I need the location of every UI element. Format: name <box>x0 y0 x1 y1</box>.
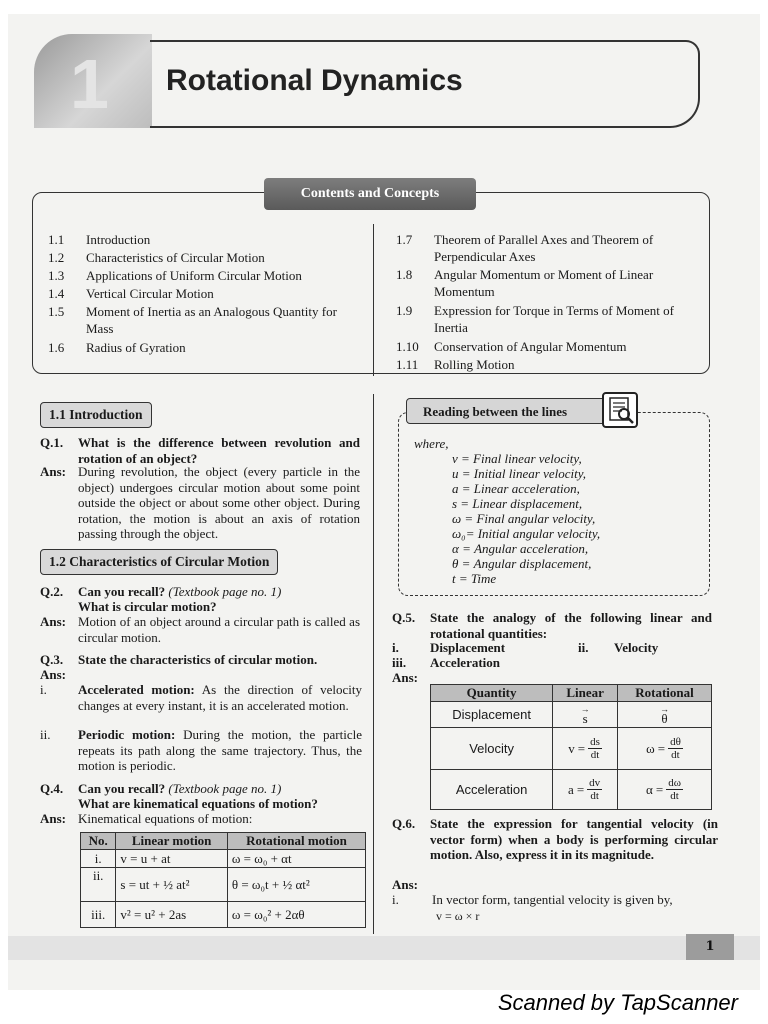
q1-question: What is the difference between revolution and rotation of an object? <box>78 435 360 466</box>
table-cell: → s <box>553 702 618 728</box>
chapter-title: Rotational Dynamics <box>166 64 463 97</box>
analogy-table <box>430 684 712 810</box>
q6-label: Q.6. <box>392 816 416 831</box>
contents-item: 1.6 Radius of Gyration <box>48 340 186 355</box>
table-header: Rotational motion <box>227 833 365 850</box>
contents-item: 1.4 Vertical Circular Motion <box>48 286 214 301</box>
contents-item: 1.1 Introduction <box>48 232 151 247</box>
footer-band <box>8 936 760 960</box>
contents-item: 1.8 Angular Momentum or Moment of Linear Momentum <box>396 267 654 299</box>
table-cell: iii. <box>81 902 116 928</box>
reading-line: θ = Angular displacement, <box>452 556 592 571</box>
kinematics-table <box>80 832 366 928</box>
q5-item-num: i. <box>392 640 399 655</box>
table-cell: v = ds dt <box>553 728 618 770</box>
chapter-number: 1 <box>70 45 109 123</box>
column-divider <box>373 394 374 934</box>
table-header: Quantity <box>431 685 553 702</box>
table-row <box>81 850 366 868</box>
q3-label: Q.3. <box>40 652 64 667</box>
table-cell: θ = ω₀t + ½ αt² <box>227 868 365 902</box>
q5-item: Displacement <box>430 640 506 655</box>
contents-item: 1.7 Theorem of Parallel Axes and Theorem of Perpendicular Axes <box>396 232 654 264</box>
table-cell: → θ <box>618 702 712 728</box>
contents-item: 1.9 Expression for Torque in Terms of Moment of Inertia <box>396 303 674 335</box>
reading-where: where, <box>414 436 449 451</box>
q2-label: Q.2. <box>40 584 64 599</box>
q3-point-num: i. <box>40 682 47 697</box>
table-header: Linear motion <box>116 833 227 850</box>
contents-item: 1.3 Applications of Uniform Circular Motion <box>48 268 302 283</box>
q2-answer: Motion of an object around a circular path is called as circular motion. <box>78 614 360 645</box>
q5-question: State the analogy of the following linear and rotational quantities: <box>430 610 712 641</box>
q4-ans-label: Ans: <box>40 811 67 826</box>
q6-formula: v = ω × r <box>436 909 480 923</box>
magnifier-document-icon <box>600 390 640 430</box>
table-header: Linear <box>553 685 618 702</box>
q1-ans-label: Ans: <box>40 464 67 479</box>
q2-question: What is circular motion? <box>78 599 217 614</box>
q4-label: Q.4. <box>40 781 64 796</box>
table-row <box>81 902 366 928</box>
q6-point-num: i. <box>392 892 399 907</box>
q5-ans-label: Ans: <box>392 670 419 685</box>
q5-item-num: ii. <box>578 640 589 655</box>
reading-between-lines-heading: Reading between the lines <box>406 398 628 424</box>
q2-ans-label: Ans: <box>40 614 67 629</box>
table-header: No. <box>81 833 116 850</box>
q1-answer: During revolution, the object (every particle in the object) undergoes circular motion about some point outside the object or about some other object. During rotation, the motion is about an axis of rotation passing through the object. <box>78 464 360 541</box>
q6-ans-label: Ans: <box>392 877 419 892</box>
table-cell: v² = u² + 2as <box>116 902 227 928</box>
contents-divider <box>373 224 374 376</box>
reading-line: t = Time <box>452 571 497 586</box>
table-cell: Velocity <box>431 728 553 770</box>
table-cell: Displacement <box>431 702 553 728</box>
reading-line: s = Linear displacement, <box>452 496 583 511</box>
q6-question: State the expression for tangential velocity (in vector form) when a body is performing circular motion. Also, express it in its magnitude. <box>430 816 718 862</box>
reading-line: α = Angular acceleration, <box>452 541 589 556</box>
table-cell: ω = ω₀² + 2αθ <box>227 902 365 928</box>
table-cell: i. <box>81 850 116 868</box>
q3-point: Periodic motion: During the motion, the particle repeats its path along the same trajectory. Thus, the motion is periodic. <box>78 727 363 773</box>
reading-line: ω₀= Initial angular velocity, <box>452 526 601 541</box>
table-row <box>81 868 366 902</box>
q6-point-text: In vector form, tangential velocity is given by, <box>432 892 673 907</box>
table-cell: s = ut + ½ at² <box>116 868 227 902</box>
reading-line: a = Linear acceleration, <box>452 481 580 496</box>
q5-item: Velocity <box>614 640 659 655</box>
contents-item: 1.2 Characteristics of Circular Motion <box>48 250 265 265</box>
contents-item: 1.10 Conservation of Angular Momentum <box>396 339 627 354</box>
q1-label: Q.1. <box>40 435 64 450</box>
q3-point: Accelerated motion: As the direction of velocity changes at every instant, it is an accelerated motion. <box>78 682 362 713</box>
table-cell: v = u + at <box>116 850 227 868</box>
q3-question: State the characteristics of circular motion. <box>78 652 318 667</box>
q5-label: Q.5. <box>392 610 416 625</box>
q5-item: Acceleration <box>430 655 501 670</box>
table-row <box>431 770 712 810</box>
q4-prompt-line: Can you recall? (Textbook page no. 1) <box>78 781 282 796</box>
contents-item: 1.11 Rolling Motion <box>396 357 515 372</box>
table-cell: α = dω dt <box>618 770 712 810</box>
contents-heading: Contents and Concepts <box>264 178 476 210</box>
q5-item-num: iii. <box>392 655 407 670</box>
q4-question: What are kinematical equations of motion? <box>78 796 318 811</box>
q3-ans-label: Ans: <box>40 667 67 682</box>
page-number: 1 <box>686 934 734 960</box>
table-row <box>431 702 712 728</box>
scanner-watermark: Scanned by TapScanner <box>497 990 738 1015</box>
reading-line: v = Final linear velocity, <box>452 451 582 466</box>
table-cell: ω = dθ dt <box>618 728 712 770</box>
q3-point-num: ii. <box>40 727 51 742</box>
section-heading-1-2: 1.2 Characteristics of Circular Motion <box>40 549 278 575</box>
contents-item: 1.5 Moment of Inertia as an Analogous Quantity for Mass <box>48 304 337 336</box>
table-header: Rotational <box>618 685 712 702</box>
table-cell: a = dv dt <box>553 770 618 810</box>
section-heading-1-1: 1.1 Introduction <box>40 402 152 428</box>
q2-prompt-line: Can you recall? (Textbook page no. 1) <box>78 584 282 599</box>
reading-line: ω = Final angular velocity, <box>452 511 596 526</box>
table-cell: Acceleration <box>431 770 553 810</box>
reading-line: u = Initial linear velocity, <box>452 466 587 481</box>
table-row <box>431 728 712 770</box>
table-cell: ii. <box>81 868 116 902</box>
q4-answer: Kinematical equations of motion: <box>78 811 253 826</box>
table-cell: ω = ω₀ + αt <box>227 850 365 868</box>
